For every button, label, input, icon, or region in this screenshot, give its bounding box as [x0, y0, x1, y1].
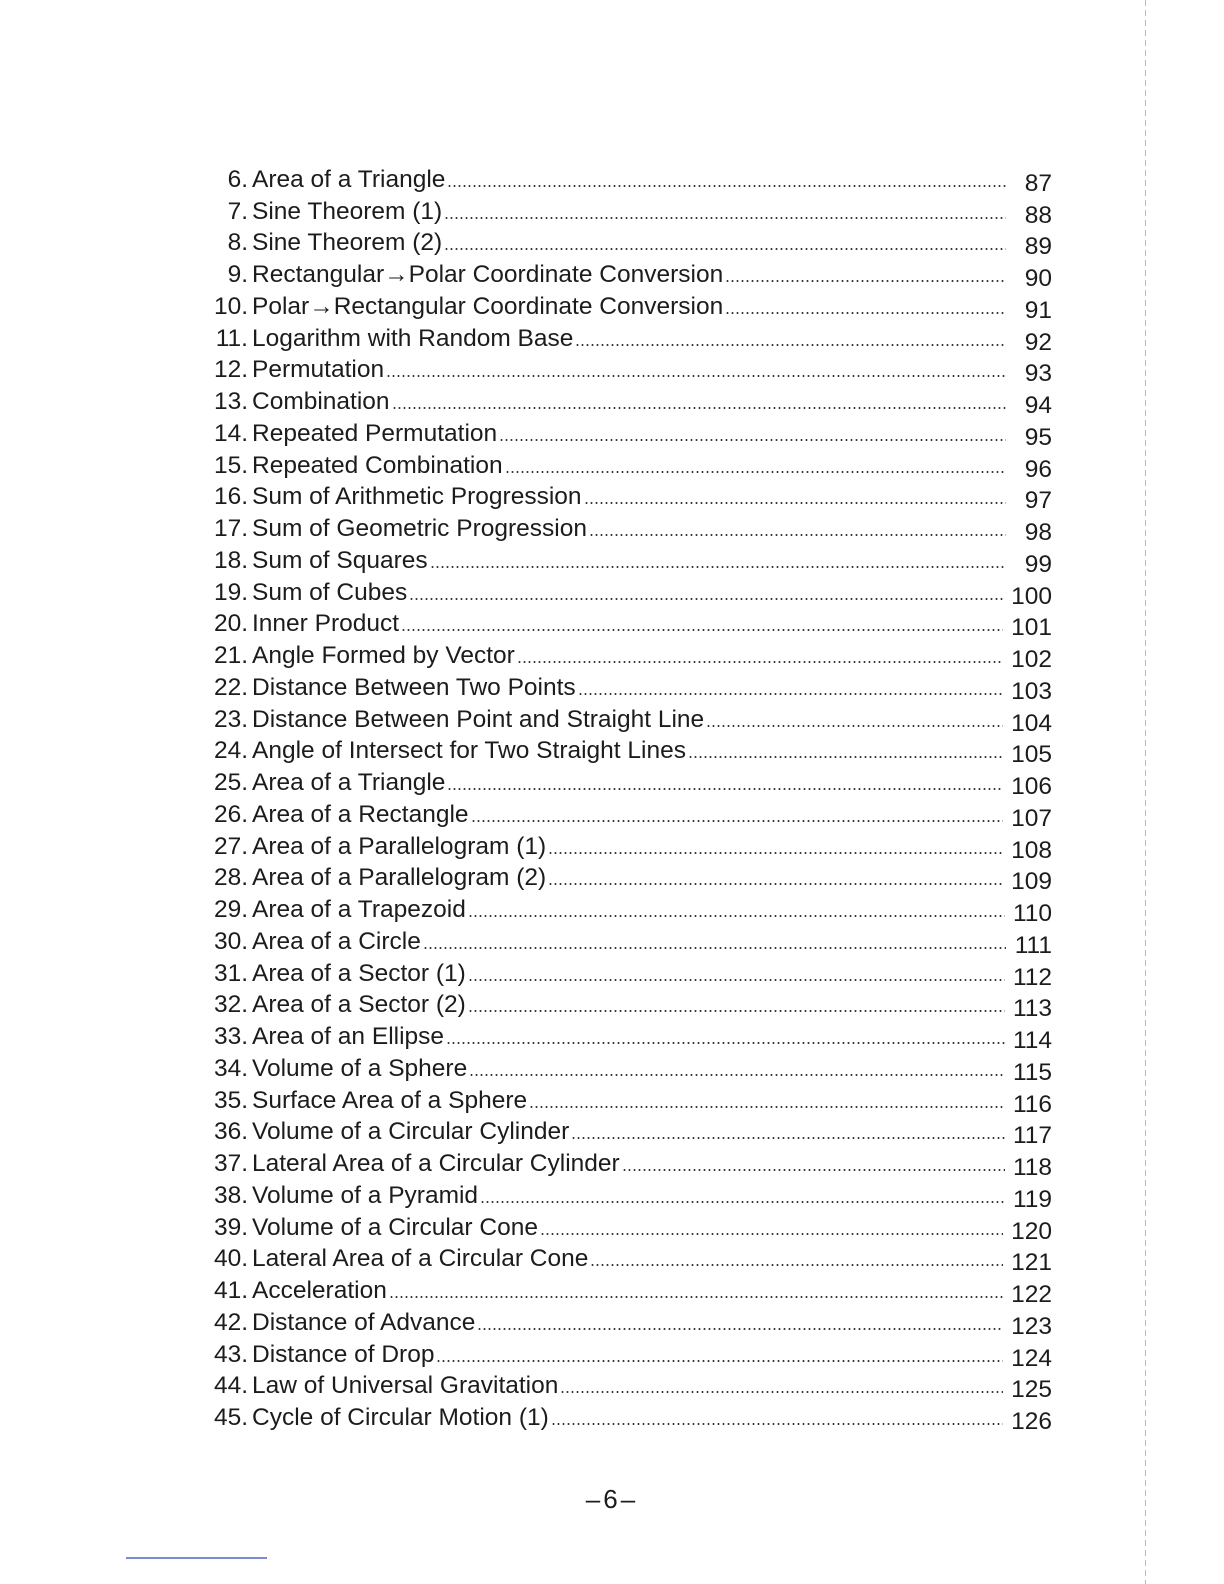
toc-entry — [190, 1400, 1052, 1435]
dot-leader — [480, 1201, 1005, 1203]
toc-entry-title: Distance Between Point and Straight Line — [252, 705, 705, 733]
dot-leader — [477, 1328, 1003, 1330]
toc-entry-number: 27. — [213, 832, 248, 860]
toc-entry-number: 41. — [213, 1277, 248, 1304]
dot-leader — [725, 312, 1006, 314]
dot-leader — [468, 979, 1005, 981]
toc-entry — [190, 988, 1052, 1023]
toc-entry-number: 16. — [213, 483, 248, 511]
toc-entry-title: Logarithm with Random Base — [252, 324, 574, 352]
dot-leader — [548, 852, 1003, 854]
toc-entry-number: 24. — [213, 737, 248, 765]
toc-entry — [190, 226, 1052, 261]
dot-leader — [468, 915, 1005, 917]
toc-entry-page: 100 — [1011, 582, 1052, 610]
dot-leader — [578, 693, 1003, 695]
toc-entry-number: 14. — [213, 419, 248, 447]
toc-entry-title: Polar→Rectangular Coordinate Conversion — [252, 292, 724, 320]
toc-entry-title: Sum of Arithmetic Progression — [252, 483, 582, 511]
toc-entry-number: 18. — [213, 546, 248, 574]
toc-entry-page: 113 — [1012, 995, 1052, 1023]
toc-entry-number: 26. — [213, 800, 248, 828]
dot-leader — [436, 1360, 1003, 1362]
dot-leader — [725, 280, 1006, 282]
toc-entry — [190, 1146, 1052, 1181]
dot-leader — [571, 1137, 1005, 1139]
toc-entry-page: 88 — [1024, 201, 1052, 229]
toc-entry-page: 106 — [1011, 773, 1052, 800]
toc-entry — [190, 1369, 1052, 1404]
toc-entry — [190, 861, 1052, 896]
toc-entry — [190, 734, 1052, 769]
toc-entry-page: 114 — [1012, 1027, 1052, 1054]
toc-entry-page: 125 — [1011, 1376, 1052, 1404]
toc-entry — [190, 543, 1052, 578]
toc-entry — [190, 797, 1052, 832]
toc-entry-number: 30. — [213, 927, 248, 955]
toc-entry-title: Area of a Parallelogram (2) — [252, 864, 547, 892]
toc-entry — [190, 765, 1052, 800]
toc-entry-title: Area of an Ellipse — [252, 1023, 445, 1050]
toc-entry-number: 28. — [213, 864, 248, 892]
toc-entry-page: 105 — [1011, 741, 1052, 769]
toc-entry-page: 97 — [1024, 487, 1052, 515]
toc-entry-page: 98 — [1024, 519, 1052, 546]
toc-entry — [190, 1210, 1052, 1245]
dot-leader — [444, 217, 1006, 219]
toc-entry-number: 35. — [213, 1086, 248, 1114]
toc-entry — [190, 924, 1052, 959]
toc-entry-title: Repeated Combination — [252, 451, 503, 479]
toc-entry-title: Volume of a Pyramid — [252, 1181, 479, 1209]
toc-entry-number: 19. — [213, 578, 248, 606]
toc-entry-page: 96 — [1024, 455, 1052, 483]
toc-entry — [190, 162, 1052, 197]
dot-leader — [540, 1233, 1003, 1235]
dot-leader — [499, 439, 1006, 441]
toc-entry-page: 121 — [1011, 1249, 1052, 1277]
toc-entry — [190, 1019, 1052, 1054]
toc-entry-page: 103 — [1011, 677, 1052, 705]
toc-entry-page: 90 — [1024, 265, 1052, 292]
toc-entry-number: 22. — [213, 673, 248, 701]
toc-entry-page: 91 — [1024, 296, 1052, 324]
toc-entry-title: Law of Universal Gravitation — [252, 1372, 559, 1400]
toc-entry-title: Surface Area of a Sphere — [252, 1086, 528, 1114]
toc-entry-page: 94 — [1024, 392, 1052, 419]
dot-leader — [551, 1423, 1003, 1425]
toc-entry-title: Area of a Sector (1) — [252, 959, 466, 987]
toc-entry — [190, 670, 1052, 705]
toc-entry-title: Angle of Intersect for Two Straight Lines — [252, 737, 686, 765]
toc-entry-number: 40. — [213, 1245, 248, 1273]
toc-entry-title: Acceleration — [252, 1277, 387, 1304]
scan-edge-line — [1145, 0, 1146, 1584]
dot-leader — [505, 471, 1006, 473]
toc-entry-page: 104 — [1011, 709, 1052, 737]
toc-entry-title: Lateral Area of a Circular Cylinder — [252, 1150, 620, 1177]
toc-entry-page: 93 — [1024, 360, 1052, 388]
toc-entry — [190, 956, 1052, 991]
toc-entry — [190, 1083, 1052, 1118]
toc-entry-number: 13. — [213, 388, 248, 415]
toc-entry-number: 25. — [213, 769, 248, 796]
toc-entry — [190, 829, 1052, 864]
toc-entry-number: 38. — [213, 1181, 248, 1209]
toc-entry — [190, 702, 1052, 737]
dot-leader — [444, 248, 1006, 250]
toc-entry — [190, 257, 1052, 292]
toc-entry-page: 126 — [1011, 1408, 1052, 1435]
toc-entry-page: 109 — [1011, 868, 1052, 896]
toc-entry — [190, 480, 1052, 515]
toc-entry-title: Sum of Geometric Progression — [252, 515, 587, 542]
toc-entry-number: 34. — [213, 1054, 248, 1082]
toc-entry-title: Cycle of Circular Motion (1) — [252, 1404, 549, 1431]
toc-entry-page: 95 — [1024, 423, 1052, 451]
dot-leader — [622, 1169, 1005, 1171]
toc-entry-title: Distance Between Two Points — [252, 673, 576, 701]
toc-entry-title: Repeated Permutation — [252, 419, 498, 447]
toc-entry-title: Sum of Cubes — [252, 578, 408, 606]
toc-entry — [190, 1242, 1052, 1277]
dot-leader — [401, 629, 1003, 631]
toc-entry-title: Angle Formed by Vector — [252, 642, 515, 669]
toc-entry — [190, 1337, 1052, 1372]
dot-leader — [584, 502, 1006, 504]
toc-entry-title: Area of a Parallelogram (1) — [252, 832, 547, 860]
toc-entry-title: Volume of a Circular Cylinder — [252, 1118, 570, 1146]
toc-entry-title: Volume of a Sphere — [252, 1054, 468, 1082]
toc-entry — [190, 575, 1052, 610]
toc-entry-number: 11. — [215, 324, 248, 352]
toc-entry-title: Sine Theorem (1) — [252, 197, 443, 225]
toc-entry-number: 6. — [227, 165, 248, 193]
toc-entry — [190, 511, 1052, 546]
toc-entry-title: Combination — [252, 388, 390, 415]
toc-entry-page: 112 — [1012, 963, 1052, 991]
toc-entry-number: 20. — [213, 610, 248, 638]
dot-leader — [548, 883, 1003, 885]
toc-entry-number: 32. — [213, 991, 248, 1019]
dot-leader — [471, 820, 1004, 822]
dot-leader — [517, 661, 1003, 663]
toc-entry-number: 36. — [213, 1118, 248, 1146]
toc-entry-page: 124 — [1011, 1344, 1052, 1372]
toc-entry — [190, 384, 1052, 419]
toc-entry-page: 119 — [1012, 1185, 1052, 1213]
dot-leader — [409, 598, 1003, 600]
dot-leader — [688, 756, 1003, 758]
toc-entry-number: 21. — [213, 642, 248, 669]
toc-entry-page: 107 — [1011, 804, 1052, 832]
toc-entry — [190, 638, 1052, 673]
table-of-contents — [190, 162, 1052, 1435]
toc-entry — [190, 321, 1052, 356]
dot-leader — [447, 185, 1006, 187]
toc-entry-number: 33. — [213, 1023, 248, 1050]
toc-entry-title: Area of a Trapezoid — [252, 896, 466, 923]
toc-entry-page: 120 — [1011, 1217, 1052, 1245]
toc-entry-title: Distance of Advance — [252, 1308, 476, 1336]
toc-entry-page: 116 — [1012, 1090, 1052, 1118]
dot-leader — [430, 566, 1006, 568]
dot-leader — [589, 534, 1006, 536]
toc-entry-number: 15. — [213, 451, 248, 479]
toc-entry-title: Area of a Sector (2) — [252, 991, 466, 1019]
toc-entry — [190, 1178, 1052, 1213]
toc-entry-title: Sine Theorem (2) — [252, 229, 443, 257]
toc-entry-number: 37. — [213, 1150, 248, 1177]
toc-entry-page: 89 — [1024, 233, 1052, 261]
toc-entry-page: 108 — [1011, 836, 1052, 864]
toc-entry — [190, 1115, 1052, 1150]
toc-entry-title: Sum of Squares — [252, 546, 428, 574]
toc-entry-page: 102 — [1011, 646, 1052, 673]
toc-entry — [190, 1273, 1052, 1308]
toc-entry-number: 31. — [213, 959, 248, 987]
dot-leader — [446, 1042, 1005, 1044]
dot-leader — [468, 1010, 1005, 1012]
toc-entry-title: Area of a Circle — [252, 927, 421, 955]
dot-leader — [590, 1264, 1003, 1266]
dot-leader — [706, 725, 1003, 727]
toc-entry-title: Area of a Rectangle — [252, 800, 469, 828]
dot-leader — [386, 375, 1006, 377]
toc-entry-title: Volume of a Circular Cone — [252, 1213, 538, 1241]
dot-leader — [560, 1391, 1003, 1393]
toc-entry-number: 9. — [227, 261, 248, 288]
toc-entry-title: Area of a Triangle — [252, 769, 446, 796]
toc-entry-title: Lateral Area of a Circular Cone — [252, 1245, 589, 1273]
dot-leader — [423, 947, 1006, 949]
toc-entry-page: 101 — [1011, 614, 1052, 642]
toc-entry-number: 39. — [213, 1213, 248, 1241]
dot-leader — [447, 788, 1003, 790]
toc-entry — [190, 448, 1052, 483]
toc-entry-title: Rectangular→Polar Coordinate Conversion — [252, 261, 724, 288]
toc-entry-page: 111 — [1014, 931, 1052, 959]
dot-leader — [392, 407, 1006, 409]
toc-entry — [190, 1305, 1052, 1340]
toc-entry-number: 23. — [213, 705, 248, 733]
toc-entry-number: 12. — [213, 356, 248, 384]
toc-entry-title: Area of a Triangle — [252, 165, 446, 193]
toc-entry-page: 122 — [1011, 1281, 1052, 1308]
footer-rule — [126, 1557, 267, 1559]
page-number: –6– — [585, 1484, 639, 1514]
toc-entry-number: 7. — [227, 197, 248, 225]
toc-entry-title: Permutation — [252, 356, 385, 384]
toc-entry-number: 10. — [213, 292, 248, 320]
toc-entry — [190, 607, 1052, 642]
toc-entry-page: 92 — [1024, 328, 1052, 356]
toc-entry-page: 118 — [1012, 1154, 1052, 1181]
toc-entry — [190, 194, 1052, 229]
dot-leader — [529, 1106, 1005, 1108]
toc-entry-page: 123 — [1011, 1312, 1052, 1340]
toc-entry-number: 42. — [213, 1308, 248, 1336]
toc-entry — [190, 892, 1052, 927]
dot-leader — [469, 1074, 1005, 1076]
toc-entry — [190, 1051, 1052, 1086]
toc-entry-number: 45. — [213, 1404, 248, 1431]
toc-entry-number: 8. — [227, 229, 248, 257]
toc-entry-title: Inner Product — [252, 610, 400, 638]
toc-entry-title: Distance of Drop — [252, 1340, 435, 1368]
toc-entry-page: 117 — [1012, 1122, 1052, 1150]
dot-leader — [389, 1296, 1003, 1298]
toc-entry-page: 115 — [1012, 1058, 1052, 1086]
toc-entry-page: 87 — [1024, 169, 1052, 197]
toc-entry-page: 99 — [1024, 550, 1052, 578]
toc-entry-number: 29. — [213, 896, 248, 923]
toc-entry — [190, 353, 1052, 388]
toc-entry-number: 17. — [213, 515, 248, 542]
toc-entry — [190, 289, 1052, 324]
toc-entry-page: 110 — [1012, 900, 1052, 927]
toc-entry — [190, 416, 1052, 451]
dot-leader — [575, 344, 1006, 346]
toc-entry-number: 44. — [213, 1372, 248, 1400]
toc-entry-number: 43. — [213, 1340, 248, 1368]
